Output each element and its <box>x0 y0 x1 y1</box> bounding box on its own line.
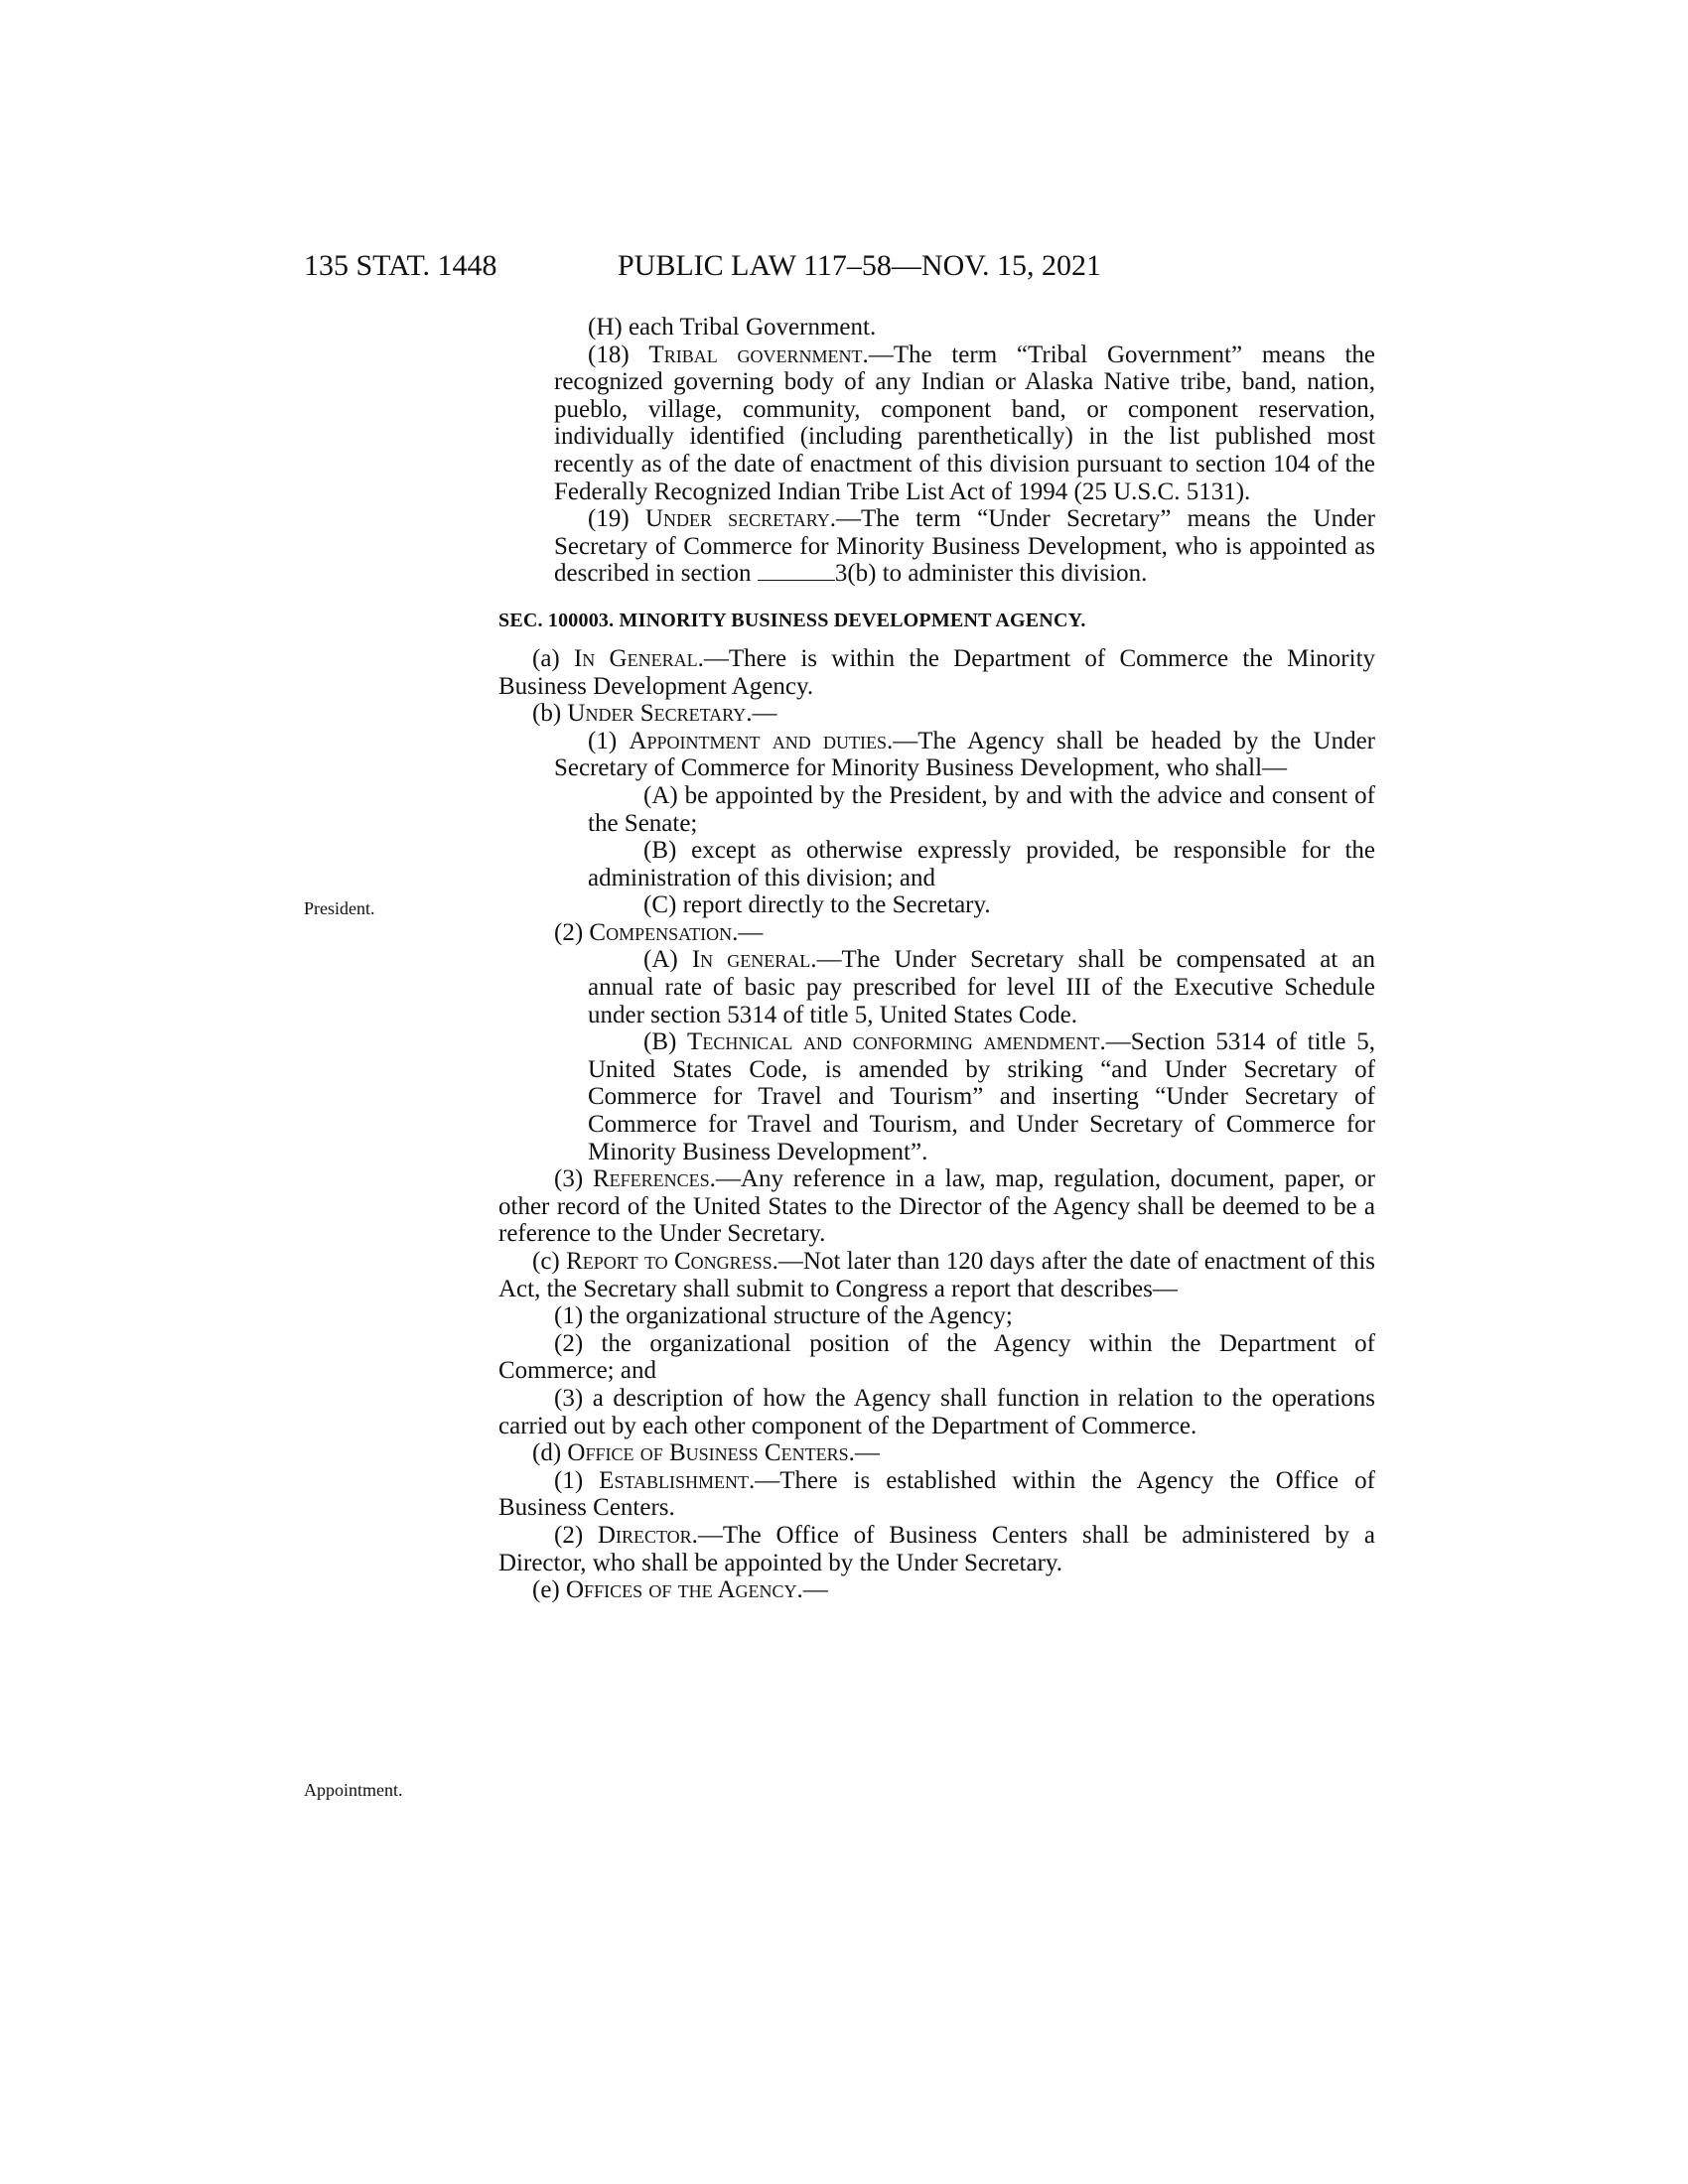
paragraph-b2a <box>588 946 1375 1028</box>
paragraph-d2 <box>498 1522 1375 1576</box>
paragraph-number: (3) <box>554 1165 593 1193</box>
paragraph-number: (2) <box>554 1521 598 1549</box>
subsection-b <box>498 700 1375 728</box>
paragraph-text: .— <box>796 1576 828 1604</box>
paragraph-18 <box>554 341 1375 506</box>
paragraph-text: .—The Agency shall be headed by the Under Secretary of Commerce for Minority Business Development, who shall— <box>554 727 1375 782</box>
paragraph-heading: References <box>592 1165 710 1193</box>
page-header <box>0 246 1688 286</box>
paragraph-number: (c) <box>532 1248 567 1275</box>
paragraph-text: .— <box>732 918 764 946</box>
paragraph-d1 <box>498 1467 1375 1522</box>
paragraph-b1c: (C) report directly to the Secretary. <box>643 891 991 919</box>
paragraph-heading: In general <box>691 946 811 974</box>
paragraph-number: (19) <box>588 505 645 533</box>
paragraph-number: (A) <box>643 946 692 974</box>
paragraph-text: .—Any reference in a law, map, regulation, document, paper, or other record of the United States to the Director of the Agency shall be deemed to be a reference to the Under Secretary. <box>498 1165 1375 1248</box>
paragraph-c1: (1) the organizational structure of the Agency; <box>554 1302 1013 1330</box>
paragraph-text: .—Not later than 120 days after the date of enactment of this Act, the Secretary shall submit to Congress a report that describes— <box>498 1248 1375 1302</box>
paragraph-number: (e) <box>532 1576 566 1604</box>
paragraph-text: .— <box>848 1439 880 1467</box>
paragraph-heading: Offices of the Agency <box>566 1576 797 1604</box>
paragraph-heading: In General <box>573 644 698 672</box>
paragraph-h: (H) each Tribal Government. <box>588 314 877 341</box>
paragraph-19 <box>554 505 1375 588</box>
paragraph-text: .—The term “Tribal Government” means the recognized governing body of any Indian or Alaska Native tribe, band, nation, pueblo, village, community, component band, or component reservation, individually identified (including parenthetically) in the list published most recently as of the date of enactment of this division pursuant to section 104 of the Federally Recognized Indian Tribe List Act of 1994 (25 U.S.C. 5131). <box>554 341 1375 505</box>
margin-note-president: President. <box>304 898 375 918</box>
paragraph-heading: Appointment and duties <box>629 727 888 754</box>
paragraph-heading: Under secretary <box>644 505 830 533</box>
paragraph-text: .—The Office of Business Centers shall be administered by a Director, who shall be appointed by the Under Secretary. <box>498 1521 1376 1576</box>
blank-line <box>758 560 835 581</box>
paragraph-text: .—There is within the Department of Commerce the Minority Business Development Agency. <box>498 644 1376 700</box>
margin-note-appointment: Appointment. <box>304 1780 403 1800</box>
paragraph-text: .— <box>746 700 777 728</box>
section-heading: SEC. 100003. MINORITY BUSINESS DEVELOPMENT AGENCY. <box>498 609 1086 631</box>
paragraph-number: (18) <box>588 341 649 368</box>
statute-page-number: 135 STAT. 1448 <box>304 249 497 282</box>
paragraph-b3 <box>498 1165 1375 1248</box>
public-law-title: PUBLIC LAW 117–58—NOV. 15, 2021 <box>618 249 1102 282</box>
document-body <box>498 314 1375 1604</box>
paragraph-text: 3(b) to administer this division. <box>834 560 1148 588</box>
paragraph-number: (1) <box>588 727 630 754</box>
paragraph-heading: Director <box>597 1521 692 1549</box>
paragraph-number: (b) <box>532 700 568 728</box>
paragraph-number: (1) <box>554 1466 600 1494</box>
paragraph-c2: (2) the organizational position of the Agency within the Department of Commerce; and <box>498 1329 1375 1385</box>
paragraph-heading: Under Secretary <box>567 700 747 728</box>
paragraph-heading: Report to Congress <box>566 1248 773 1275</box>
paragraph-heading: Tribal government <box>648 341 863 368</box>
paragraph-heading: Establishment <box>599 1466 750 1494</box>
subsection-d <box>498 1439 1375 1467</box>
paragraph-b1a: (A) be appointed by the President, by and with the advice and consent of the Senate; <box>588 781 1375 837</box>
subsection-a <box>498 645 1375 700</box>
paragraph-number: (a) <box>532 644 574 672</box>
paragraph-text: .—The Under Secretary shall be compensated at an annual rate of basic pay prescribed for level III of the Executive Schedule under section 5314 of title 5, United States Code. <box>588 946 1376 1028</box>
paragraph-text: .—Section 5314 of title 5, United States Code, is amended by striking “and Under Secretary of Commerce for Travel and Tourism” and inserting “Under Secretary of Commerce for Travel and Tourism, and Under Secretary of Commerce for Minority Business Development”. <box>588 1028 1375 1165</box>
paragraph-heading: Technical and conforming amendment <box>687 1028 1100 1056</box>
paragraph-b1b: (B) except as otherwise expressly provided, be responsible for the administration of this division; and <box>588 837 1375 891</box>
paragraph-heading: Office of Business Centers <box>567 1439 849 1467</box>
paragraph-number: (2) <box>554 918 590 946</box>
paragraph-b2b <box>588 1028 1375 1165</box>
paragraph-text: .—The term “Under Secretary” means the Under Secretary of Commerce for Minority Business Development, who is appointed as described in section <box>554 505 1375 588</box>
paragraph-number: (B) <box>643 1028 688 1056</box>
paragraph-number: (d) <box>532 1439 568 1467</box>
paragraph-b1 <box>554 728 1375 782</box>
paragraph-text: .—There is established within the Agency the Office of Business Centers. <box>498 1466 1375 1522</box>
paragraph-heading: Compensation <box>589 918 733 946</box>
paragraph-c3: (3) a description of how the Agency shall function in relation to the operations carried out by each other component of the Department of Commerce. <box>498 1384 1375 1439</box>
subsection-c <box>498 1248 1375 1302</box>
paragraph-b2 <box>498 919 1375 947</box>
subsection-e <box>498 1576 1375 1604</box>
